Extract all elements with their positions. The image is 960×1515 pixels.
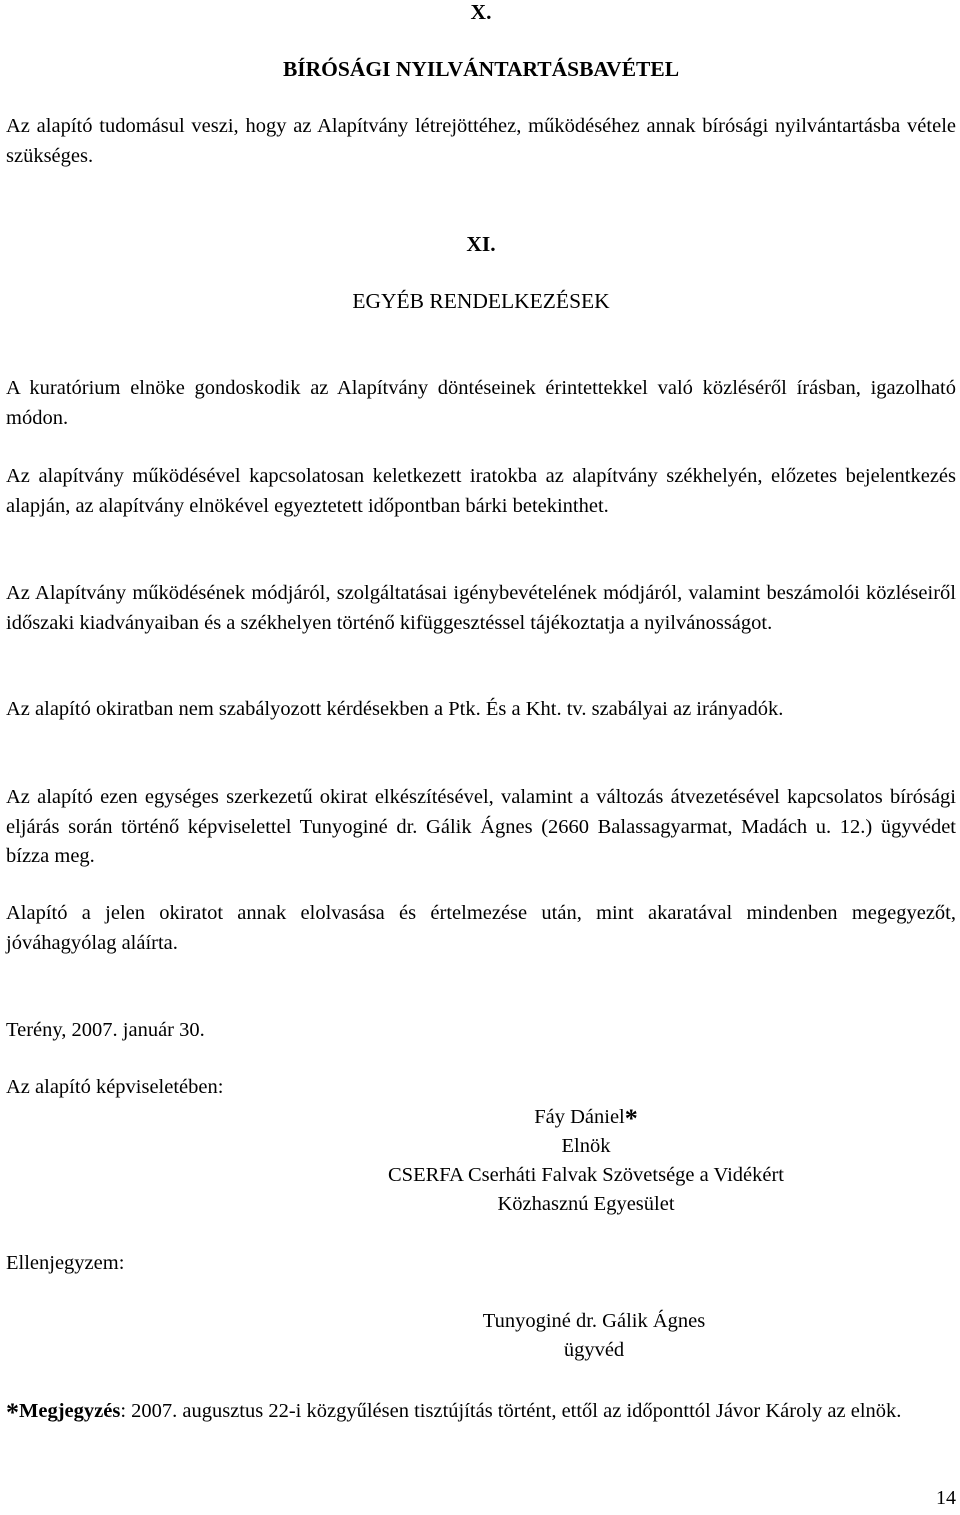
- section-x-paragraph-1: Az alapító tudomásul veszi, hogy az Alapítvány létrejöttéhez, működéséhez annak bírósági nyilvántartásba vétele szükséges.: [6, 115, 956, 167]
- signatory-org-line-2: Közhasznú Egyesület: [497, 1193, 675, 1215]
- signatory-name: Fáy Dániel: [534, 1106, 625, 1128]
- footnote-text: : 2007. augusztus 22-i közgyűlésen tisztújítás történt, ettől az időponttól Jávor Károly az elnök.: [120, 1400, 902, 1422]
- page-number: 14: [936, 1487, 956, 1509]
- founder-representative-label: Az alapító képviseletében:: [6, 1076, 224, 1098]
- section-xi-paragraph-5: Az alapító ezen egységes szerkezetű okirat elkészítésével, valamint a változás átvezetésével kapcsolatos bírósági eljárás során történő képviselettel Tunyoginé dr. Gálik Ágnes (2660 Balassagyarmat, Madách u. 12.) ügyvédet bízza meg.: [6, 786, 956, 867]
- section-xi-number: XI.: [466, 232, 496, 256]
- section-x-number: X.: [470, 0, 492, 24]
- countersign-label: Ellenjegyzem:: [6, 1252, 125, 1274]
- signatory-org-line-1: CSERFA Cserháti Falvak Szövetsége a Vidékért: [388, 1164, 784, 1186]
- footnote-label: Megjegyzés: [19, 1400, 121, 1422]
- footnote-star-marker: *: [6, 1398, 19, 1427]
- countersigner-title: ügyvéd: [563, 1339, 625, 1361]
- section-x-title: BÍRÓSÁGI NYILVÁNTARTÁSBAVÉTEL: [282, 57, 680, 81]
- footnote: [6, 1397, 956, 1427]
- signature-block-lawyer: [318, 1307, 870, 1365]
- signatory-title: Elnök: [561, 1135, 611, 1157]
- section-xi-title: EGYÉB RENDELKEZÉSEK: [352, 289, 610, 313]
- section-xi-paragraph-4: Az alapító okiratban nem szabályozott kérdésekben a Ptk. És a Kht. tv. szabályai az irányadók.: [6, 698, 784, 720]
- countersigner-name: Tunyoginé dr. Gálik Ágnes: [482, 1310, 706, 1332]
- section-xi-paragraph-2: Az alapítvány működésével kapcsolatosan keletkezett iratokba az alapítvány székhelyén, előzetes bejelentkezés alapján, az alapítvány elnökével egyeztetett időpontban bárki betekinthet.: [6, 465, 956, 517]
- signatory-name-line: [310, 1103, 862, 1132]
- section-xi-paragraph-1: A kuratórium elnöke gondoskodik az Alapítvány döntéseinek érintettekkel való közléséről írásban, igazolható módon.: [6, 377, 956, 429]
- section-xi-paragraph-3: Az Alapítvány működésének módjáról, szolgáltatásai igénybevételének módjáról, valamint beszámolói közléseiről időszaki kiadványaiban és a székhelyen történő kifüggesztéssel tájékoztatja a nyilvánosságot.: [6, 582, 956, 634]
- signature-block-president: [310, 1103, 862, 1219]
- footnote-star: *: [624, 1104, 638, 1133]
- place-date: Terény, 2007. január 30.: [6, 1019, 205, 1041]
- section-xi-paragraph-6: Alapító a jelen okiratot annak elolvasása és értelmezése után, mint akaratával mindenben megegyezőt, jóváhagyólag aláírta.: [6, 902, 956, 954]
